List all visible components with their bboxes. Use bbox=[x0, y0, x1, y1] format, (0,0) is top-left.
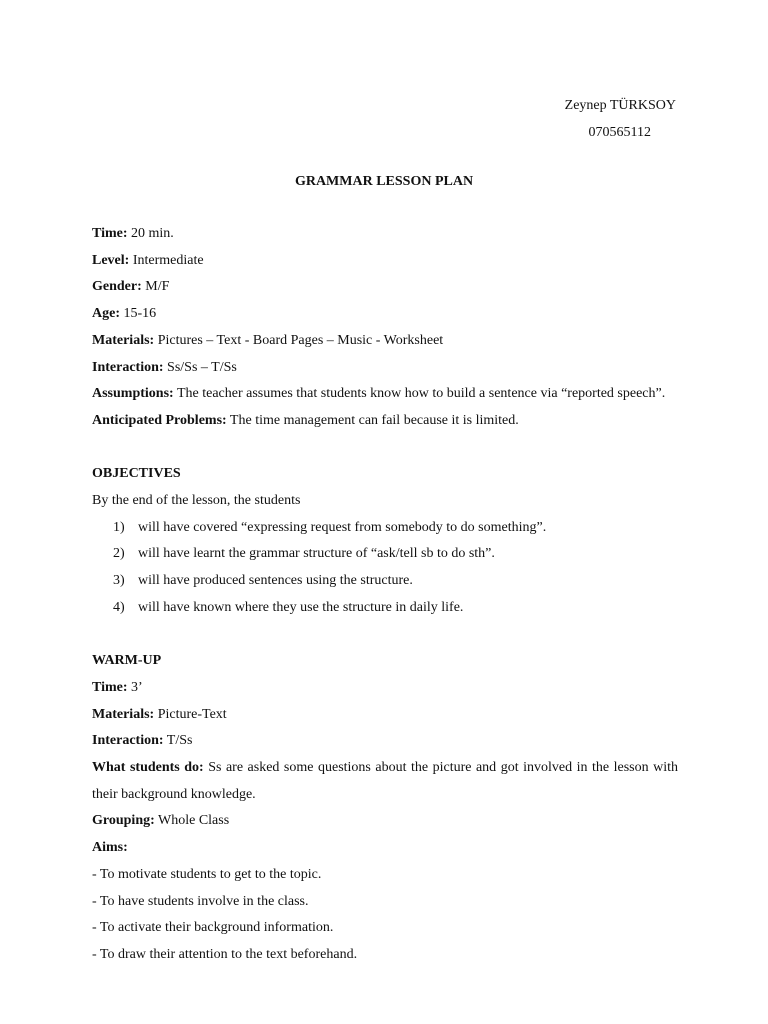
age-value: 15-16 bbox=[120, 306, 157, 322]
aim-item: - To motivate students to get to the topic. bbox=[92, 866, 322, 882]
warmup-materials-label: Materials: bbox=[92, 706, 155, 722]
author-block bbox=[476, 92, 676, 146]
level-label: Level: bbox=[92, 252, 130, 268]
level-value: Intermediate bbox=[129, 252, 204, 268]
aim-item: - To have students involve in the class. bbox=[92, 893, 309, 909]
list-item bbox=[92, 541, 678, 568]
aim-item: - To draw their attention to the text beforehand. bbox=[92, 946, 358, 962]
document-body bbox=[92, 221, 678, 969]
warmup-grouping-row bbox=[92, 808, 678, 835]
aim-item: - To activate their background information. bbox=[92, 920, 334, 936]
spacer bbox=[92, 622, 678, 649]
assumptions-row bbox=[92, 381, 678, 408]
problems-value: The time management can fail because it is limited. bbox=[226, 412, 519, 428]
problems-row bbox=[92, 408, 678, 435]
warmup-interaction-value: T/Ss bbox=[163, 733, 193, 749]
problems-label: Anticipated Problems: bbox=[92, 412, 227, 428]
warmup-grouping-value: Whole Class bbox=[154, 813, 230, 829]
list-item-number: 2) bbox=[113, 546, 125, 562]
warmup-time-value: 3’ bbox=[127, 679, 143, 695]
list-item-number: 3) bbox=[113, 573, 125, 589]
objectives-intro: By the end of the lesson, the students bbox=[92, 493, 301, 509]
list-item bbox=[92, 595, 678, 622]
warmup-students-value: Ss are asked some questions about the picture and got involved in the lesson with their background knowledge. bbox=[92, 760, 678, 802]
warmup-time-label: Time: bbox=[92, 679, 128, 695]
list-item bbox=[92, 515, 678, 542]
materials-row bbox=[92, 328, 678, 355]
author-name: Zeynep TÜRKSOY bbox=[564, 98, 676, 113]
objectives-list bbox=[92, 515, 678, 622]
list-item-number: 4) bbox=[113, 599, 125, 615]
warmup-time-row bbox=[92, 675, 678, 702]
time-value: 20 min. bbox=[127, 226, 174, 241]
warmup-materials-value: Picture-Text bbox=[154, 706, 227, 722]
warmup-students-label: What students do: bbox=[92, 760, 204, 776]
warmup-grouping-label: Grouping: bbox=[92, 813, 155, 829]
interaction-row bbox=[92, 355, 678, 382]
warmup-interaction-row bbox=[92, 728, 678, 755]
age-label: Age: bbox=[92, 306, 120, 322]
assumptions-value: The teacher assumes that students know how to build a sentence via “reported speech”. bbox=[173, 386, 666, 402]
document-title: GRAMMAR LESSON PLAN bbox=[294, 174, 474, 189]
assumptions-label: Assumptions: bbox=[92, 386, 174, 402]
list-item-text: will have learnt the grammar structure of “ask/tell sb to do sth”. bbox=[138, 546, 495, 562]
list-item-number: 1) bbox=[113, 519, 125, 535]
gender-value: M/F bbox=[141, 279, 170, 295]
materials-value: Pictures – Text - Board Pages – Music - Worksheet bbox=[154, 332, 444, 348]
warmup-aims-label: Aims: bbox=[92, 840, 128, 856]
level-row bbox=[92, 248, 678, 275]
spacer bbox=[92, 435, 678, 462]
interaction-label: Interaction: bbox=[92, 359, 164, 375]
age-row bbox=[92, 301, 678, 328]
gender-label: Gender: bbox=[92, 279, 142, 295]
time-label: Time: bbox=[92, 226, 128, 241]
time-row bbox=[92, 221, 678, 248]
interaction-value: Ss/Ss – T/Ss bbox=[163, 359, 237, 375]
list-item bbox=[92, 568, 678, 595]
warmup-interaction-label: Interaction: bbox=[92, 733, 164, 749]
warmup-heading: WARM-UP bbox=[92, 653, 162, 669]
objectives-heading: OBJECTIVES bbox=[92, 466, 181, 482]
list-item-text: will have produced sentences using the structure. bbox=[138, 573, 413, 589]
materials-label: Materials: bbox=[92, 332, 155, 348]
list-item-text: will have covered “expressing request from somebody to do something”. bbox=[138, 519, 547, 535]
gender-row bbox=[92, 274, 678, 301]
warmup-materials-row bbox=[92, 702, 678, 729]
warmup-students-row bbox=[92, 755, 678, 808]
list-item-text: will have known where they use the structure in daily life. bbox=[138, 599, 464, 615]
author-id: 070565112 bbox=[588, 125, 651, 140]
